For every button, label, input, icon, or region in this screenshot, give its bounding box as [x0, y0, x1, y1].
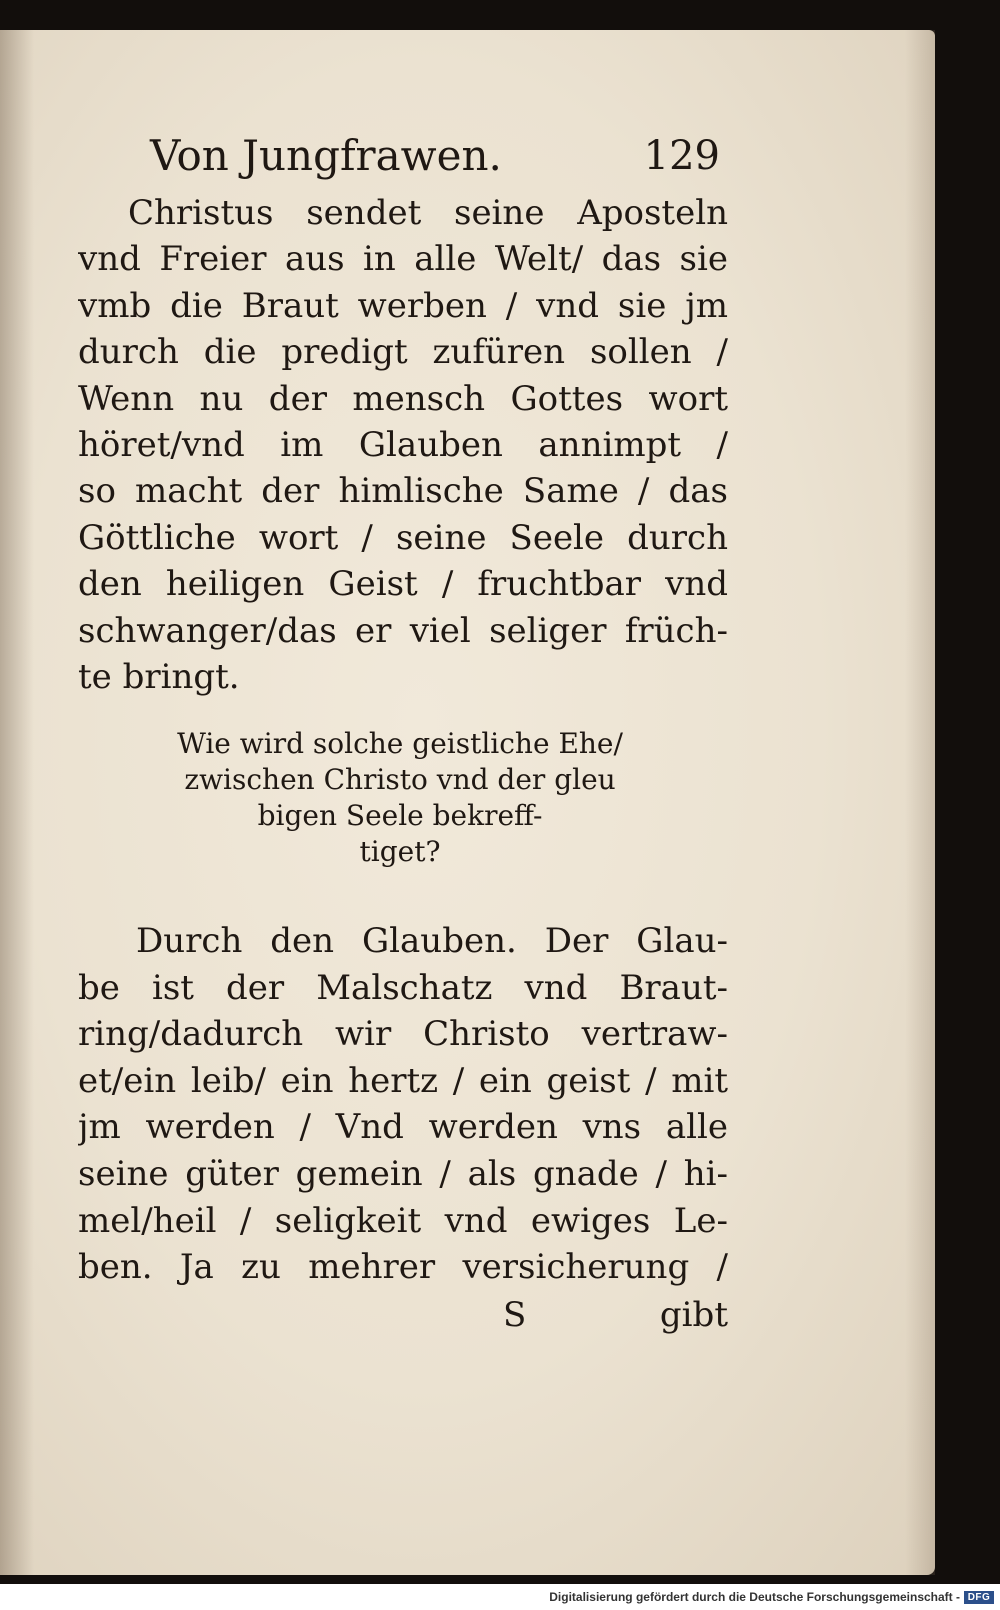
text-line: so macht der himlische Same / das	[78, 471, 728, 512]
running-title: Von Jungfrawen.	[150, 131, 502, 180]
text-line: jm werden / Vnd werden vns alle	[78, 1107, 728, 1148]
catchline	[78, 1292, 728, 1338]
text-line: ben. Ja zu mehrer versicherung /	[78, 1247, 728, 1288]
text-line: schwanger/das er viel seliger früch-	[78, 610, 728, 651]
text-line: mel/heil / seligkeit vnd ewiges Le-	[78, 1200, 728, 1241]
paragraph-2	[78, 918, 728, 1291]
heading-line: Wie wird solche geistliche Ehe/	[177, 727, 623, 760]
dfg-logo: DFG	[964, 1591, 994, 1604]
heading-line: zwischen Christo vnd der gleu	[184, 763, 616, 796]
catchword: gibt	[659, 1295, 728, 1335]
spine-shadow	[0, 30, 34, 1575]
text-line: Wenn nu der mensch Gottes wort	[78, 378, 728, 419]
text-line: et/ein leib/ ein hertz / ein geist / mit	[78, 1060, 728, 1101]
text-line: höret/vnd im Glauben annimpt /	[78, 424, 728, 465]
text-line: vnd Freier aus in alle Welt/ das sie	[78, 239, 728, 280]
running-header	[150, 128, 720, 184]
digitization-credit: Digitalisierung gefördert durch die Deutsche Forschungsgemeinschaft -	[549, 1590, 960, 1604]
heading-line: bigen Seele bekreff-	[257, 799, 543, 832]
text-line: durch die predigt zufüren sollen /	[78, 332, 728, 373]
text-line: Göttliche wort / seine Seele durch	[78, 517, 728, 558]
text-line: te bringt.	[78, 656, 240, 697]
text-line: den heiligen Geist / fruchtbar vnd	[78, 564, 728, 605]
paragraph-1	[78, 190, 728, 700]
page-number: 129	[643, 133, 720, 179]
text-line: vmb die Braut werben / vnd sie jm	[78, 285, 728, 326]
signature-mark: S	[503, 1295, 527, 1335]
heading-line: tiget?	[359, 835, 441, 868]
text-line: Christus sendet seine Aposteln	[128, 193, 728, 233]
text-line: be ist der Malschatz vnd Braut-	[78, 967, 728, 1008]
page-edge-shadow	[905, 30, 935, 1575]
text-line: ring/dadurch wir Christo vertraw-	[78, 1014, 728, 1055]
text-line: seine güter gemein / als gnade / hi-	[78, 1153, 728, 1194]
question-heading	[110, 726, 690, 870]
text-line: Durch den Glauben. Der Glau-	[136, 921, 728, 961]
